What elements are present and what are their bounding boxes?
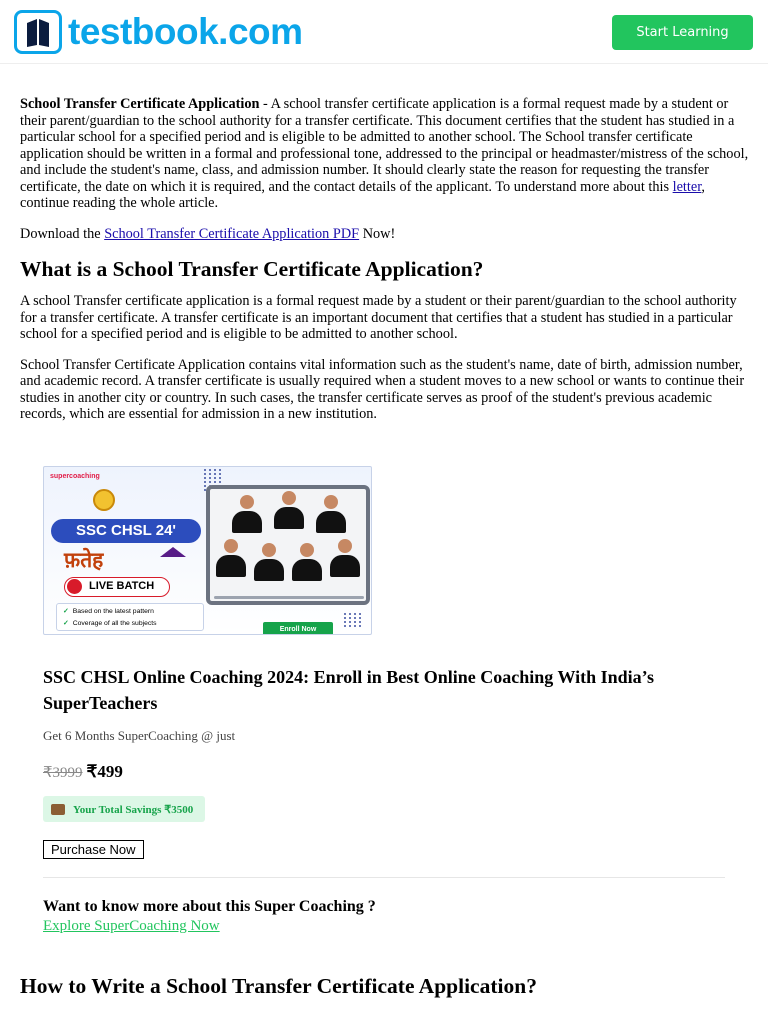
teacher-avatar bbox=[230, 495, 264, 533]
supercoaching-promo-card bbox=[43, 466, 725, 934]
teacher-avatar bbox=[314, 495, 348, 533]
section-heading-how-to-write: How to Write a School Transfer Certificate Application? bbox=[20, 974, 537, 998]
promo-title[interactable]: SSC CHSL Online Coaching 2024: Enroll in Best Online Coaching With India’s SuperTeachers bbox=[43, 667, 654, 713]
feature-2: Coverage of all the subjects bbox=[72, 620, 157, 627]
teacher-avatar bbox=[214, 539, 248, 577]
banner-enroll-button[interactable]: Enroll Now bbox=[263, 622, 333, 635]
teachers-screen-graphic bbox=[206, 485, 370, 605]
start-learning-button[interactable]: Start Learning bbox=[612, 15, 753, 50]
ssc-emblem-icon bbox=[93, 489, 115, 511]
pdf-download-link[interactable]: School Transfer Certificate Application PDF bbox=[104, 225, 360, 242]
promo-banner-image[interactable] bbox=[43, 466, 372, 635]
live-batch-badge bbox=[64, 577, 170, 597]
site-header bbox=[0, 0, 768, 64]
section1-paragraph-1: A school Transfer certificate application is a formal request made by a student or their parent/guardian to the school authority for a transfer certificate. A transfer certificate is an important document that certifies that a student has studied in a particular school for a specified period and is eligible to be admitted to another school. bbox=[20, 293, 737, 342]
banner-features bbox=[56, 603, 204, 631]
explore-supercoaching-link[interactable]: Explore SuperCoaching Now bbox=[43, 918, 220, 934]
section-heading-what-is: What is a School Transfer Certificate Application? bbox=[20, 257, 484, 281]
feature-1: Based on the latest pattern bbox=[72, 608, 154, 615]
more-info-question: Want to know more about this Super Coaching ? bbox=[43, 898, 376, 915]
promo-subtitle: Get 6 Months SuperCoaching @ just bbox=[43, 728, 236, 743]
intro-bold-lead: School Transfer Certificate Application bbox=[20, 96, 260, 112]
download-prefix: Download the bbox=[20, 225, 105, 242]
teacher-avatar bbox=[328, 539, 362, 577]
testbook-logo[interactable] bbox=[14, 10, 303, 54]
letter-link[interactable]: letter bbox=[672, 178, 702, 195]
logo-text: testbook.com bbox=[68, 11, 303, 52]
logo-icon bbox=[14, 10, 62, 54]
download-suffix: Now! bbox=[359, 225, 396, 242]
old-price: ₹3999 bbox=[43, 765, 83, 781]
decor-dots-icon bbox=[344, 613, 362, 627]
article-content bbox=[20, 96, 750, 437]
video-progress-bar bbox=[214, 596, 364, 599]
check-icon: ✓ bbox=[63, 620, 69, 627]
live-batch-label: LIVE BATCH bbox=[89, 580, 155, 592]
intro-text: - A school transfer certificate application is a formal request made by a student or their parent/guardian to the school authority for a transfer certificate. This document certifies that the student has studied in a particular school for a specified period and is eligible to be admitted to another school. The School transfer certificate application should be written in a formal and professional tone, addressed to the principal or headmaster/mistress of the school, and include the student's name, class, and admission number. It should clearly state the reason for requesting the transfer certificate, the date on which it is required, and the contact details of the applicant. To understand more about this bbox=[20, 96, 749, 195]
savings-text: Your Total Savings ₹3500 bbox=[73, 803, 194, 816]
divider bbox=[43, 877, 725, 878]
intro-paragraph bbox=[20, 96, 750, 212]
teacher-avatar bbox=[272, 491, 306, 529]
banner-brand: supercoaching bbox=[50, 473, 100, 480]
check-icon: ✓ bbox=[63, 608, 69, 615]
teacher-avatar bbox=[290, 543, 324, 581]
banner-exam-title: SSC CHSL 24' bbox=[51, 519, 201, 543]
download-line bbox=[20, 226, 750, 243]
intro-text-end: , continue reading the whole article. bbox=[20, 178, 705, 211]
section1-paragraph-2: School Transfer Certificate Application contains vital information such as the student's name, date of birth, admission number, and academic record. A transfer certificate is usually required when a student moves to a new school or wants to continue their studies in another city or country. In such cases, the transfer certificate serves as proof of the student's previous academic records, which are essential for admission in a new institution. bbox=[20, 356, 745, 422]
purchase-now-button[interactable]: Purchase Now bbox=[43, 840, 144, 859]
price-line bbox=[43, 762, 123, 782]
play-icon bbox=[67, 579, 82, 594]
banner-hindi-title: फ़तेह bbox=[64, 548, 104, 572]
savings-badge bbox=[43, 796, 205, 822]
wallet-icon bbox=[51, 804, 65, 815]
graduation-cap-icon bbox=[160, 547, 186, 557]
new-price: ₹499 bbox=[86, 762, 123, 781]
teacher-avatar bbox=[252, 543, 286, 581]
